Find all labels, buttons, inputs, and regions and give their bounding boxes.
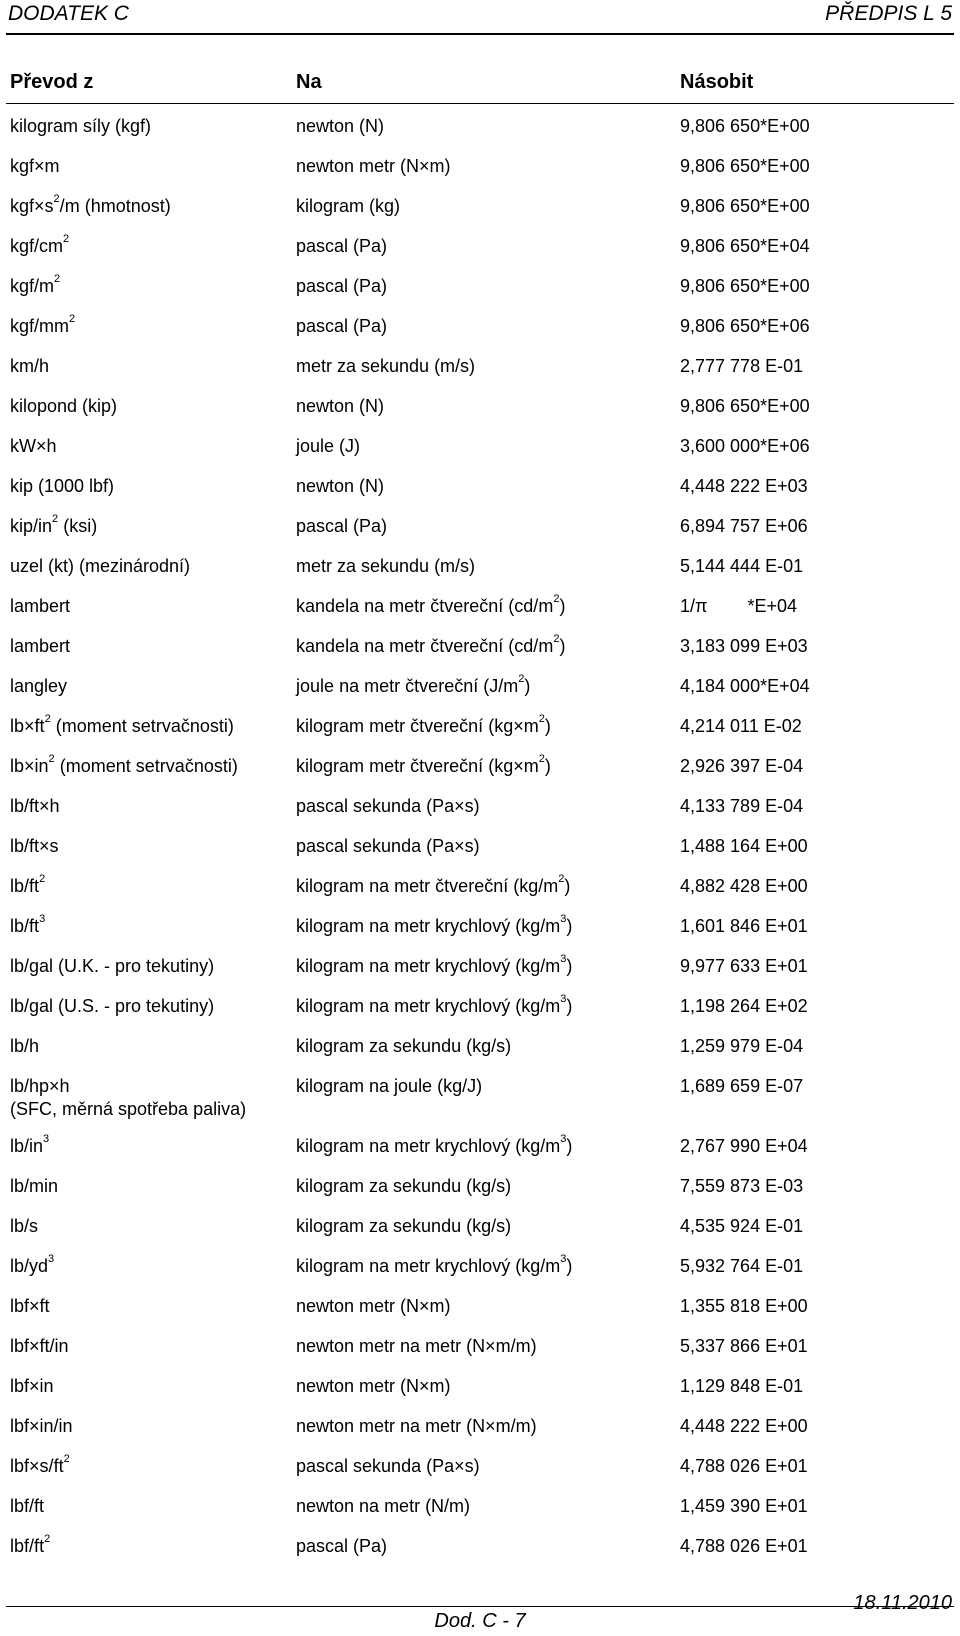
cell-from-text: lb/gal (U.K. - pro tekutiny): [10, 956, 215, 976]
table-row: [0, 476, 960, 516]
conversion-table: [0, 116, 960, 1576]
cell-from-text: $kgf\times s^2/m$ (hmotnost): [10, 193, 171, 216]
cell-from: [10, 556, 190, 577]
cell-to: newton (N): [296, 476, 385, 496]
cell-from: [10, 873, 46, 897]
cell-factor: 9,806 650*E+00: [680, 116, 810, 136]
table-row: [0, 396, 960, 436]
cell-to: kilogram na metr krychlový $(kg/m^3)$: [296, 1253, 573, 1276]
cell-from-text: kgf×m: [10, 156, 60, 176]
table-row: [0, 1296, 960, 1336]
table-row: [0, 436, 960, 476]
cell-to: pascal (Pa): [296, 1536, 388, 1556]
footer-page-number: Dod. C - 7: [434, 1610, 526, 1632]
cell-factor: 2,777 778 E-01: [680, 356, 804, 376]
table-row: [0, 156, 960, 196]
cell-from-text: lb/h: [10, 1036, 40, 1056]
cell-from: [10, 356, 49, 377]
cell-factor: 9,806 650*E+00: [680, 276, 810, 296]
table-row: [0, 513, 960, 556]
cell-from-text: kgf/$cm^2$: [10, 233, 70, 256]
table-row: [0, 1076, 960, 1136]
cell-to: metr za sekundu (m/s): [296, 556, 476, 576]
cell-from: [10, 796, 60, 817]
cell-from-text: uzel (kt) (mezinárodní): [10, 556, 191, 576]
table-row: [0, 913, 960, 956]
cell-to: newton (N): [296, 396, 385, 416]
cell-to: joule na metr čtvereční $(J/m^2)$: [296, 673, 531, 696]
cell-to: pascal sekunda (Pa×s): [296, 1456, 480, 1476]
cell-from: [10, 713, 234, 737]
cell-from: [10, 1036, 39, 1057]
cell-from: [10, 156, 60, 177]
cell-from: [10, 193, 171, 217]
cell-from-text: kip (1000 lbf): [10, 476, 115, 496]
cell-from: [10, 1253, 55, 1277]
cell-factor: 4,535 924 E-01: [680, 1216, 804, 1236]
header-appendix: DODATEK C: [8, 2, 129, 25]
table-row: [0, 1336, 960, 1376]
table-row: [0, 713, 960, 756]
cell-from: [10, 396, 117, 417]
cell-factor: 9,806 650*E+00: [680, 156, 810, 176]
cell-from-note: (SFC, měrná spotřeba paliva): [10, 1099, 247, 1119]
table-row: [0, 356, 960, 396]
cell-from-text: $lb/ft^2$: [10, 873, 46, 896]
column-header-from: Převod z: [10, 71, 94, 93]
cell-to: kandela na metr čtvereční $(cd/m^2)$: [296, 593, 566, 616]
cell-from: [10, 1453, 70, 1477]
cell-factor: 1,488 164 E+00: [680, 836, 808, 856]
cell-from: [10, 1416, 73, 1437]
cell-to: pascal (Pa): [296, 276, 388, 296]
cell-factor: 1,355 818 E+00: [680, 1296, 808, 1316]
cell-from-text: $lb/in^3$: [10, 1133, 50, 1156]
cell-factor: 4,214 011 E-02: [680, 716, 802, 736]
column-header-to: Na: [296, 71, 322, 93]
cell-factor: 9,806 650*E+00: [680, 196, 810, 216]
cell-factor: 9,806 650*E+04: [680, 236, 810, 256]
cell-factor: 1,129 848 E-01: [680, 1376, 804, 1396]
cell-from-text: lbf×ft: [10, 1296, 50, 1316]
cell-from-text: lb/ft×s: [10, 836, 59, 856]
cell-to: pascal (Pa): [296, 236, 388, 256]
cell-from: [10, 753, 238, 777]
cell-from: [10, 436, 57, 457]
cell-to: newton metr (N×m): [296, 156, 451, 176]
cell-to: newton metr (N×m): [296, 1296, 451, 1316]
cell-from-text: langley: [10, 676, 68, 696]
table-row: [0, 193, 960, 236]
cell-to: pascal (Pa): [296, 516, 388, 536]
cell-factor: 5,144 444 E-01: [680, 556, 804, 576]
cell-from-text: kW×h: [10, 436, 57, 456]
cell-from-text: lb/min: [10, 1176, 59, 1196]
table-row: [0, 633, 960, 676]
cell-factor: 4,788 026 E+01: [680, 1456, 808, 1476]
cell-to: newton (N): [296, 116, 385, 136]
cell-from-text: lbf×in/in: [10, 1416, 73, 1436]
cell-from-text: kip/$in^2$ (ksi): [10, 513, 98, 536]
header-regulation: PŘEDPIS L 5: [825, 2, 952, 25]
cell-from: [10, 513, 98, 537]
cell-to: pascal sekunda (Pa×s): [296, 796, 480, 816]
cell-from: [10, 913, 46, 937]
cell-from-text: $lb\times ft^2$ (moment setrvačnosti): [10, 713, 234, 736]
cell-from-text: $lb/ft^3$: [10, 913, 46, 936]
cell-from: [10, 1336, 69, 1357]
table-row: [0, 1176, 960, 1216]
cell-factor: 5,337 866 E+01: [680, 1336, 808, 1356]
cell-from-text: kilopond (kip): [10, 396, 118, 416]
cell-from-text: lb/s: [10, 1216, 39, 1236]
cell-from: [10, 313, 76, 337]
cell-factor: 3,600 000*E+06: [680, 436, 810, 456]
cell-to: kilogram metr čtvereční $(kg\times m^2)$: [296, 753, 551, 776]
cell-to: kilogram (kg): [296, 196, 401, 216]
cell-to: kilogram na metr krychlový $(kg/m^3)$: [296, 913, 573, 936]
cell-to: kilogram na metr krychlový $(kg/m^3)$: [296, 993, 573, 1016]
cell-factor: 1,689 659 E-07: [680, 1076, 804, 1096]
cell-to: newton na metr (N/m): [296, 1496, 471, 1516]
cell-from-text: kgf/$m^2$: [10, 273, 61, 296]
cell-to: metr za sekundu (m/s): [296, 356, 476, 376]
cell-to: kilogram na metr krychlový $(kg/m^3)$: [296, 1133, 573, 1156]
cell-from: [10, 1176, 58, 1197]
cell-factor: 4,133 789 E-04: [680, 796, 804, 816]
cell-from-text: lbf×ft/in: [10, 1336, 69, 1356]
table-row: [0, 1253, 960, 1296]
cell-factor: 1,198 264 E+02: [680, 996, 808, 1016]
cell-factor: 4,788 026 E+01: [680, 1536, 808, 1556]
table-row: [0, 593, 960, 636]
cell-from-text: lbf/$ft^2$: [10, 1533, 51, 1556]
cell-from: [10, 1296, 50, 1317]
table-row: [0, 1133, 960, 1176]
cell-to: kilogram na metr čtvereční $(kg/m^2)$: [296, 873, 571, 896]
cell-factor: 4,882 428 E+00: [680, 876, 808, 896]
cell-from: [10, 233, 70, 257]
cell-from-text: lb/ft×h: [10, 796, 60, 816]
cell-from: [10, 476, 114, 497]
page-header: [6, 0, 954, 34]
cell-from-text: lbf×in: [10, 1376, 54, 1396]
cell-from: [10, 1133, 50, 1157]
cell-factor: 1,601 846 E+01: [680, 916, 808, 936]
cell-to: kilogram metr čtvereční $(kg\times m^2)$: [296, 713, 551, 736]
cell-from: [10, 273, 61, 297]
table-row: [0, 673, 960, 716]
table-row: [0, 1416, 960, 1456]
cell-from-text: km/h: [10, 356, 50, 376]
cell-factor: 1/π *E+04: [680, 596, 797, 616]
cell-to: newton metr na metr (N×m/m): [296, 1416, 537, 1436]
cell-from-text: kgf/$mm^2$: [10, 313, 76, 336]
cell-factor: 4,448 222 E+00: [680, 1416, 808, 1436]
column-header-rule: [6, 103, 954, 104]
cell-to: newton metr na metr (N×m/m): [296, 1336, 537, 1356]
footer-rule: [6, 1606, 954, 1607]
cell-to: pascal (Pa): [296, 316, 388, 336]
cell-factor: 9,977 633 E+01: [680, 956, 808, 976]
cell-to: pascal sekunda (Pa×s): [296, 836, 480, 856]
cell-to: kilogram na joule (kg/J): [296, 1076, 483, 1096]
table-row: [0, 556, 960, 596]
cell-from: [10, 1216, 38, 1237]
cell-to: kilogram na metr krychlový $(kg/m^3)$: [296, 953, 573, 976]
cell-from: [10, 1376, 54, 1397]
cell-factor: 4,448 222 E+03: [680, 476, 808, 496]
cell-from-text: lb/gal (U.S. - pro tekutiny): [10, 996, 215, 1016]
cell-factor: 9,806 650*E+00: [680, 396, 810, 416]
table-row: [0, 993, 960, 1036]
table-row: [0, 233, 960, 276]
cell-to: kilogram za sekundu (kg/s): [296, 1216, 512, 1236]
table-row: [0, 1376, 960, 1416]
cell-from: [10, 116, 151, 137]
cell-factor: 2,926 397 E-04: [680, 756, 804, 776]
cell-to: newton metr (N×m): [296, 1376, 451, 1396]
table-row: [0, 1496, 960, 1536]
table-row: [0, 953, 960, 996]
cell-from-text: kilogram síly (kgf): [10, 116, 152, 136]
cell-factor: 5,932 764 E-01: [680, 1256, 804, 1276]
cell-to: kandela na metr čtvereční $(cd/m^2)$: [296, 633, 566, 656]
header-rule: [6, 33, 954, 35]
cell-factor: 1,459 390 E+01: [680, 1496, 808, 1516]
cell-factor: 3,183 099 E+03: [680, 636, 808, 656]
cell-from: [10, 1496, 44, 1517]
table-row: [0, 873, 960, 916]
cell-from-text: lambert: [10, 636, 71, 656]
table-row: [0, 273, 960, 316]
cell-from: [10, 836, 59, 857]
table-row: [0, 836, 960, 876]
table-row: [0, 116, 960, 156]
table-row: [0, 796, 960, 836]
cell-from-text: $lb\times in^2$ (moment setrvačnosti): [10, 753, 238, 776]
footer-date: 18.11.2010: [853, 1592, 952, 1614]
cell-from-text: lb/hp×h: [10, 1076, 70, 1096]
cell-factor: 7,559 873 E-03: [680, 1176, 804, 1196]
cell-from: [10, 956, 214, 977]
cell-from: [10, 636, 70, 657]
cell-from-text: lbf/ft: [10, 1496, 45, 1516]
cell-from-text: $lb/yd^3$: [10, 1253, 55, 1276]
table-row: [0, 1533, 960, 1576]
table-row: [0, 313, 960, 356]
table-row: [0, 753, 960, 796]
cell-factor: 1,259 979 E-04: [680, 1036, 804, 1056]
cell-from: [10, 676, 67, 697]
cell-to: kilogram za sekundu (kg/s): [296, 1176, 512, 1196]
cell-from: [10, 596, 70, 617]
cell-factor: 6,894 757 E+06: [680, 516, 808, 536]
cell-from-text: $lbf\times s/ft^2$: [10, 1453, 70, 1476]
cell-from: [10, 1076, 246, 1120]
cell-to: joule (J): [296, 436, 361, 456]
table-row: [0, 1216, 960, 1256]
cell-factor: 9,806 650*E+06: [680, 316, 810, 336]
cell-from-text: lambert: [10, 596, 71, 616]
cell-from: [10, 1533, 51, 1557]
cell-from: [10, 996, 214, 1017]
column-header-multiply: Násobit: [680, 71, 754, 93]
table-row: [0, 1453, 960, 1496]
cell-factor: 4,184 000*E+04: [680, 676, 810, 696]
table-row: [0, 1036, 960, 1076]
cell-to: kilogram za sekundu (kg/s): [296, 1036, 512, 1056]
cell-factor: 2,767 990 E+04: [680, 1136, 808, 1156]
